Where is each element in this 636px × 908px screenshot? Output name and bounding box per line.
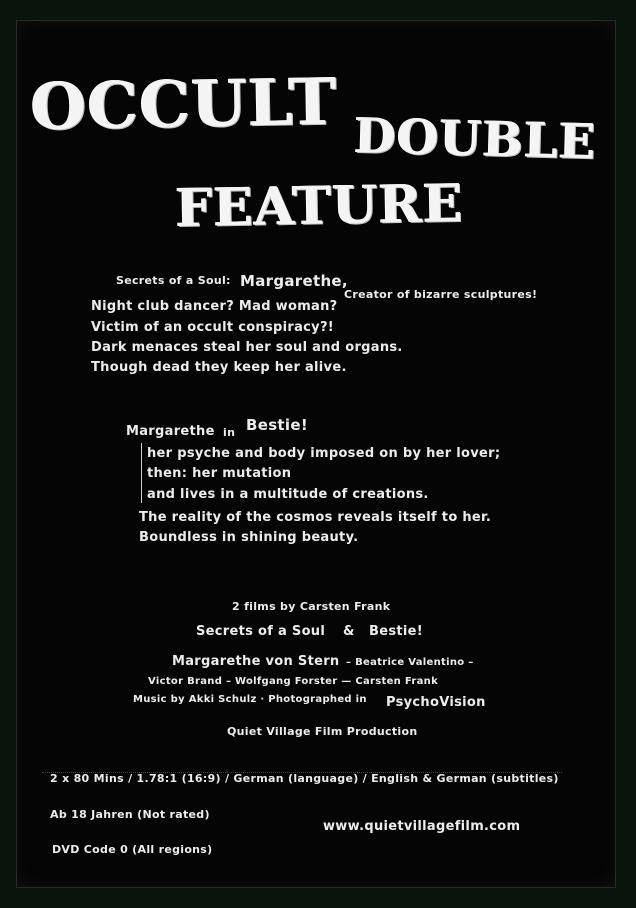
- credits-title-amp: &: [343, 624, 355, 639]
- specs-rating: Ab 18 Jahren (Not rated): [50, 808, 210, 821]
- title-occult: OCCULT: [30, 64, 339, 145]
- film1-line-4: Though dead they keep her alive.: [91, 360, 347, 375]
- film1-line-3: Dark menaces steal her soul and organs.: [91, 340, 403, 355]
- film2-intro-title: Bestie!: [246, 416, 308, 434]
- film1-line-2: Victim of an occult conspiracy?!: [91, 320, 335, 335]
- credits-music-format: PsychoVision: [386, 695, 486, 710]
- film2-intro-name: Margarethe: [126, 424, 215, 439]
- credits-cast-line-2: Victor Brand – Wolfgang Forster — Carsten Frank: [148, 676, 439, 687]
- film1-intro-name: Margarethe,: [240, 272, 348, 290]
- title-feature: FEATURE: [175, 172, 464, 239]
- film2-line-2: then: her mutation: [147, 466, 292, 481]
- credits-music-label: Music by Akki Schulz · Photographed in: [133, 694, 367, 705]
- film1-intro-suffix: Creator of bizarre sculptures!: [344, 288, 538, 301]
- specs-line-1: 2 x 80 Mins / 1.78:1 (16:9) / German (language) / English & German (subtitles): [50, 772, 559, 785]
- film2-line-4: The reality of the cosmos reveals itself to her.: [139, 510, 492, 525]
- credits-cast-lead: Margarethe von Stern: [172, 654, 340, 669]
- credits-cast-rest-1: – Beatrice Valentino –: [346, 657, 474, 668]
- specs-dvd-code: DVD Code 0 (All regions): [52, 843, 213, 856]
- specs-website: www.quietvillagefilm.com: [323, 819, 521, 834]
- credits-films-by: 2 films by Carsten Frank: [232, 600, 391, 613]
- film2-intro-in: in: [223, 426, 236, 439]
- film2-line-3: and lives in a multitude of creations.: [147, 487, 429, 502]
- film2-line-5: Boundless in shining beauty.: [139, 530, 359, 545]
- film2-bracket-line: [141, 443, 142, 503]
- credits-title-a: Secrets of a Soul: [196, 624, 326, 639]
- film1-intro-prefix: Secrets of a Soul:: [116, 274, 231, 287]
- credits-production: Quiet Village Film Production: [227, 725, 418, 738]
- film1-line-1: Night club dancer? Mad woman?: [91, 299, 338, 314]
- credits-title-b: Bestie!: [369, 624, 423, 639]
- film2-line-1: her psyche and body imposed on by her lover;: [147, 446, 501, 461]
- title-double: DOUBLE: [353, 108, 598, 171]
